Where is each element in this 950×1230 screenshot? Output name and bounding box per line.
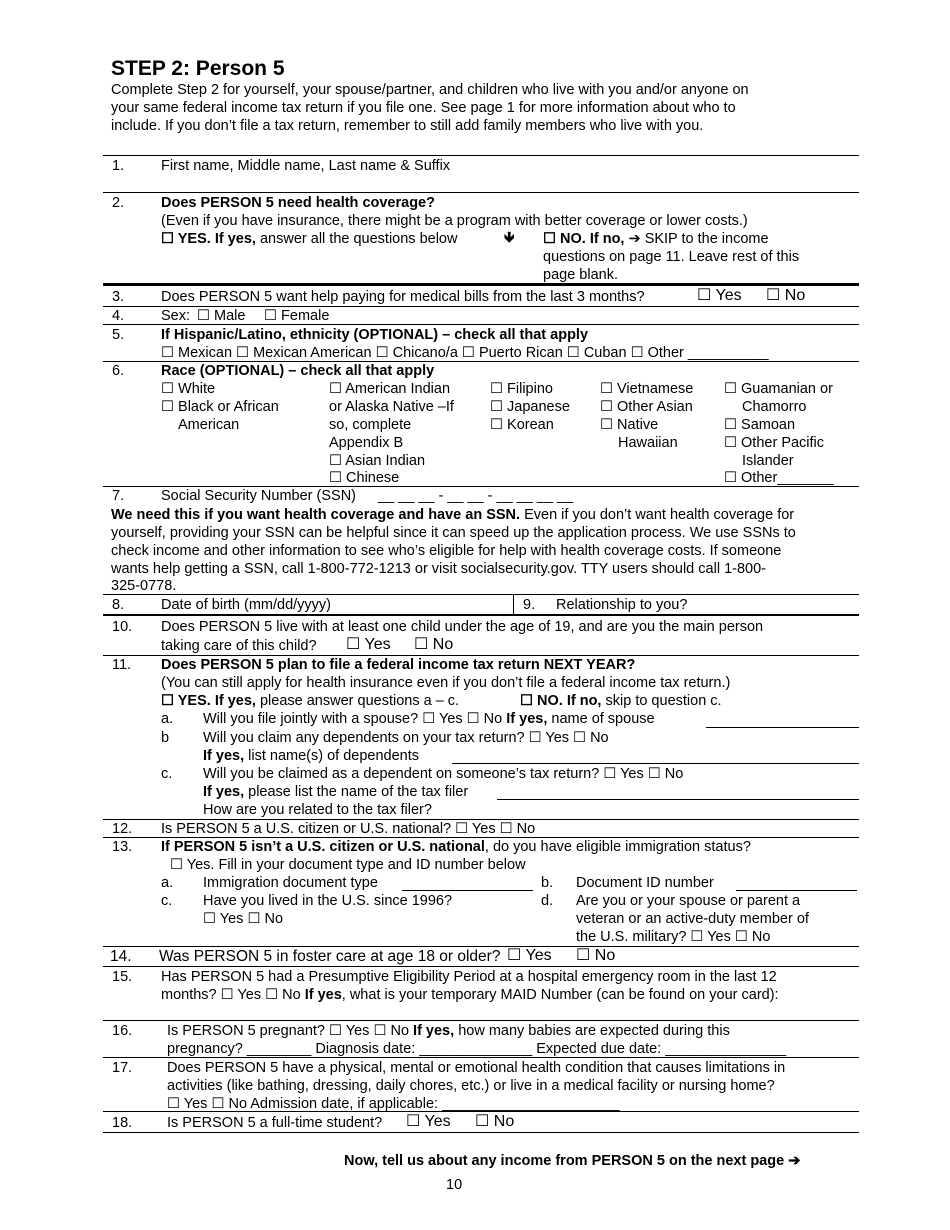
divider	[103, 155, 859, 156]
divider	[103, 1057, 859, 1058]
dob-field[interactable]: Date of birth (mm/dd/yyyy)	[161, 597, 332, 613]
race-other-asian-checkbox[interactable]: ☐ Other Asian	[600, 399, 693, 415]
race-other-pacific-label: Islander	[742, 453, 794, 469]
q14-no-checkbox[interactable]: ☐ No	[576, 947, 616, 964]
name-field[interactable]: First name, Middle name, Last name & Suffix	[161, 158, 451, 174]
q2-no-option[interactable]	[543, 230, 769, 248]
relationship-field[interactable]: Relationship to you?	[556, 597, 688, 613]
q11-note: (You can still apply for health insurance even if you don’t file a federal income tax return.)	[161, 675, 731, 691]
q11a-bold: If yes,	[506, 711, 548, 727]
q13a-letter: a.	[161, 875, 174, 891]
q11a-letter: a.	[161, 711, 174, 727]
q2-no-text: SKIP to the income	[644, 231, 769, 247]
ssn-explanation-line-2: yourself, providing your SSN can be helpful since it can speed up the application process. We use SSNs to	[111, 525, 796, 541]
divider	[103, 1111, 859, 1112]
q11b-question[interactable]: Will you claim any dependents on your tax return? ☐ Yes ☐ No	[203, 730, 609, 746]
race-white-checkbox[interactable]: ☐ White	[161, 381, 216, 397]
q11a-question[interactable]	[203, 710, 655, 728]
q6-question: Race (OPTIONAL) – check all that apply	[161, 363, 435, 379]
sex-female-checkbox[interactable]: ☐ Female	[264, 308, 330, 324]
q2-number: 2.	[112, 195, 125, 211]
q11b-letter: b	[161, 730, 170, 746]
race-guamanian-label: Chamorro	[742, 399, 807, 415]
q13d-line-2: veteran or an active-duty member of	[576, 911, 809, 927]
race-black-label-cont: American	[178, 417, 240, 433]
q10-no-checkbox[interactable]: ☐ No	[414, 636, 454, 653]
right-arrow-icon: ➔	[788, 1153, 801, 1169]
divider	[103, 614, 859, 616]
q18-yes-checkbox[interactable]: ☐ Yes	[406, 1113, 451, 1130]
q11-number: 11.	[112, 657, 132, 673]
ethnicity-options[interactable]: ☐ Mexican ☐ Mexican American ☐ Chicano/a ☐ Puerto Rican ☐ Cuban ☐ Other __________	[161, 345, 769, 361]
race-asian-indian-checkbox[interactable]: ☐ Asian Indian	[329, 453, 426, 469]
q10-number: 10.	[112, 619, 133, 635]
q8-number: 8.	[112, 597, 125, 613]
q3-number: 3.	[112, 289, 125, 305]
q13b-letter: b.	[541, 875, 554, 891]
q11a-text-2: name of spouse	[551, 711, 655, 727]
race-other-checkbox[interactable]: ☐ Other_______	[724, 470, 834, 486]
page-title: STEP 2: Person 5	[111, 57, 285, 80]
q13b-label: Document ID number	[576, 875, 714, 891]
q7-number: 7.	[112, 488, 125, 504]
immigration-document-field[interactable]	[402, 890, 533, 891]
race-vietnamese-checkbox[interactable]: ☐ Vietnamese	[600, 381, 694, 397]
q16-options: Is PERSON 5 pregnant? ☐ Yes ☐ No	[167, 1023, 410, 1039]
race-guamanian-checkbox[interactable]: ☐ Guamanian or	[724, 381, 833, 397]
q2-yes-text: answer all the questions below	[259, 231, 458, 247]
q3-no-checkbox[interactable]: ☐ No	[766, 287, 806, 304]
q18-question: Is PERSON 5 a full-time student?	[167, 1115, 383, 1131]
next-page-text: Now, tell us about any income from PERSON 5 on the next page	[344, 1153, 785, 1169]
divider	[103, 946, 859, 947]
race-american-indian-label: Appendix B	[329, 435, 404, 451]
q11-no-option[interactable]	[520, 692, 722, 710]
q13c-letter: c.	[161, 893, 173, 909]
intro-line-2: your same federal income tax return if you file one. See page 1 for more information about who to	[111, 100, 736, 116]
q12-question[interactable]: Is PERSON 5 a U.S. citizen or U.S. national? ☐ Yes ☐ No	[161, 821, 536, 837]
q2-yes-option[interactable]	[161, 230, 457, 248]
q5-number: 5.	[112, 327, 125, 343]
q11-no-text: skip to question c.	[605, 693, 722, 709]
q11c-question[interactable]: Will you be claimed as a dependent on someone’s tax return? ☐ Yes ☐ No	[203, 766, 684, 782]
tax-filer-name-field[interactable]	[497, 799, 859, 800]
q13d-line-1: Are you or your spouse or parent a	[576, 893, 801, 909]
q14-yes-checkbox[interactable]: ☐ Yes	[507, 947, 552, 964]
q1-number: 1.	[112, 158, 125, 174]
q15-bold: If yes	[304, 987, 342, 1003]
divider	[103, 1020, 859, 1021]
dependents-field[interactable]	[452, 763, 859, 764]
q2-no-text-2: questions on page 11. Leave rest of this	[543, 249, 800, 265]
q13-number: 13.	[112, 839, 133, 855]
q13d-line-3[interactable]: the U.S. military? ☐ Yes ☐ No	[576, 929, 771, 945]
q10-question-line-2: taking care of this child?	[161, 638, 317, 654]
q15-text: , what is your temporary MAID Number (can be found on your card):	[341, 987, 779, 1003]
column-divider	[513, 594, 514, 614]
q3-yes-checkbox[interactable]: ☐ Yes	[697, 287, 742, 304]
ssn-explanation-line-3: check income and other information to see who’s eligible for help with health coverage costs. If someone	[111, 543, 782, 559]
q18-no-checkbox[interactable]: ☐ No	[475, 1113, 515, 1130]
q10-question-line-1: Does PERSON 5 live with at least one child under the age of 19, and are you the main person	[161, 619, 764, 635]
race-black-checkbox[interactable]: ☐ Black or African	[161, 399, 279, 415]
q11-yes-label: ☐ YES. If yes,	[161, 693, 256, 709]
q12-number: 12.	[112, 821, 133, 837]
ssn-field[interactable]: __ __ __ - __ __ - __ __ __ __	[378, 488, 574, 504]
divider	[103, 594, 859, 595]
q3-question: Does PERSON 5 want help paying for medical bills from the last 3 months?	[161, 289, 645, 305]
ssn-explanation-line-4: wants help getting a SSN, call 1-800-772-1213 or visit socialsecurity.gov. TTY users should call 1-800-	[111, 561, 766, 577]
q17-line-3[interactable]: ☐ Yes ☐ No Admission date, if applicable: ______________________	[167, 1096, 620, 1112]
q13c-label: Have you lived in the U.S. since 1996?	[203, 893, 453, 909]
ssn-explanation-line-5: 325-0778.	[111, 578, 177, 594]
q14-question: Was PERSON 5 in foster care at age 18 or older?	[159, 948, 501, 965]
document-id-field[interactable]	[736, 890, 857, 891]
divider	[103, 966, 859, 967]
q13d-letter: d.	[541, 893, 554, 909]
q17-number: 17.	[112, 1060, 133, 1076]
right-arrow-icon: ➔	[628, 231, 641, 247]
ssn-explanation-line-1	[111, 506, 794, 524]
q14-number: 14.	[110, 948, 132, 965]
q11-yes-text: please answer questions a – c.	[259, 693, 460, 709]
race-american-indian-label: or Alaska Native –If	[329, 399, 454, 415]
q2-yes-label: ☐ YES. If yes,	[161, 231, 256, 247]
q16-number: 16.	[112, 1023, 133, 1039]
race-other-pacific-checkbox[interactable]: ☐ Other Pacific	[724, 435, 825, 451]
next-page-note	[344, 1152, 800, 1170]
q13-question	[161, 838, 751, 856]
q11a-text: Will you file jointly with a spouse? ☐ Yes ☐ No	[203, 711, 503, 727]
race-filipino-checkbox[interactable]: ☐ Filipino	[490, 381, 553, 397]
q16-bold: If yes,	[413, 1023, 455, 1039]
q16-line-2[interactable]: pregnancy? ________ Diagnosis date: ______________ Expected due date: _______________	[167, 1041, 787, 1057]
q11c-relationship[interactable]: How are you related to the tax filer?	[203, 802, 432, 818]
down-arrow-icon: 🡻	[504, 230, 515, 246]
q15-number: 15.	[112, 969, 133, 985]
divider-thick	[103, 283, 859, 286]
q2-no-text-3: page blank.	[543, 267, 618, 283]
q11c-letter: c.	[161, 766, 173, 782]
q11-no-label: ☐ NO. If no,	[520, 693, 602, 709]
q15-line-2[interactable]	[161, 986, 779, 1004]
q11b-dependents	[203, 747, 419, 765]
race-japanese-checkbox[interactable]: ☐ Japanese	[490, 399, 570, 415]
race-native-hawaiian-label: Hawaiian	[618, 435, 678, 451]
ssn-text: Even if you don’t want health coverage for	[524, 507, 795, 523]
race-korean-checkbox[interactable]: ☐ Korean	[490, 417, 554, 433]
ssn-bold-text: We need this if you want health coverage and have an SSN.	[111, 507, 521, 523]
intro-line-1: Complete Step 2 for yourself, your spouse/partner, and children who live with you and/or anyone on	[111, 82, 749, 98]
q11c-text-2: please list the name of the tax filer	[248, 784, 469, 800]
sex-male-checkbox[interactable]: ☐ Male	[197, 308, 246, 324]
ssn-label: Social Security Number (SSN)	[161, 488, 356, 504]
q13-yes-option[interactable]: ☐ Yes. Fill in your document type and ID number below	[170, 857, 526, 873]
q2-note: (Even if you have insurance, there might be a program with better coverage or lower costs.)	[161, 213, 748, 229]
q5-question: If Hispanic/Latino, ethnicity (OPTIONAL) – check all that apply	[161, 327, 589, 343]
q13c-options[interactable]: ☐ Yes ☐ No	[203, 911, 284, 927]
race-american-indian-label: so, complete	[329, 417, 412, 433]
intro-line-3: include. If you don’t file a tax return, remember to still add family members who live with you.	[111, 118, 704, 134]
q11b-bold: If yes,	[203, 748, 245, 764]
q11-yes-option[interactable]	[161, 692, 459, 710]
q9-number: 9.	[523, 597, 536, 613]
q11c-tax-filer	[203, 783, 468, 801]
q11c-bold: If yes,	[203, 784, 245, 800]
q16-line-1[interactable]	[167, 1022, 730, 1040]
q2-question: Does PERSON 5 need health coverage?	[161, 195, 435, 211]
divider	[103, 324, 859, 325]
q13-text: , do you have eligible immigration status?	[484, 839, 751, 855]
q4-label: Sex:	[161, 308, 191, 324]
race-native-hawaiian-checkbox[interactable]: ☐ Native	[600, 417, 659, 433]
q16-text: how many babies are expected during this	[458, 1023, 730, 1039]
race-chinese-checkbox[interactable]: ☐ Chinese	[329, 470, 400, 486]
q11-question: Does PERSON 5 plan to file a federal income tax return NEXT YEAR?	[161, 657, 636, 673]
q2-no-label: ☐ NO. If no,	[543, 231, 625, 247]
spouse-name-field[interactable]	[706, 727, 859, 728]
q15-options: months? ☐ Yes ☐ No	[161, 987, 301, 1003]
q18-number: 18.	[112, 1115, 133, 1131]
divider	[103, 192, 859, 193]
q17-line-1: Does PERSON 5 have a physical, mental or emotional health condition that causes limitations in	[167, 1060, 786, 1076]
page-number: 10	[446, 1177, 463, 1193]
divider	[103, 1132, 859, 1133]
q10-yes-checkbox[interactable]: ☐ Yes	[346, 636, 391, 653]
q15-line-1: Has PERSON 5 had a Presumptive Eligibility Period at a hospital emergency room in the last 12	[161, 969, 777, 985]
q13-bold: If PERSON 5 isn’t a U.S. citizen or U.S. national	[161, 839, 485, 855]
race-american-indian-checkbox[interactable]: ☐ American Indian	[329, 381, 451, 397]
race-samoan-checkbox[interactable]: ☐ Samoan	[724, 417, 796, 433]
q13a-label: Immigration document type	[203, 875, 378, 891]
q6-number: 6.	[112, 363, 125, 379]
q11b-text-2: list name(s) of dependents	[248, 748, 420, 764]
q4-number: 4.	[112, 308, 125, 324]
q17-line-2: activities (like bathing, dressing, daily chores, etc.) or live in a medical facility or nursing home?	[167, 1078, 775, 1094]
